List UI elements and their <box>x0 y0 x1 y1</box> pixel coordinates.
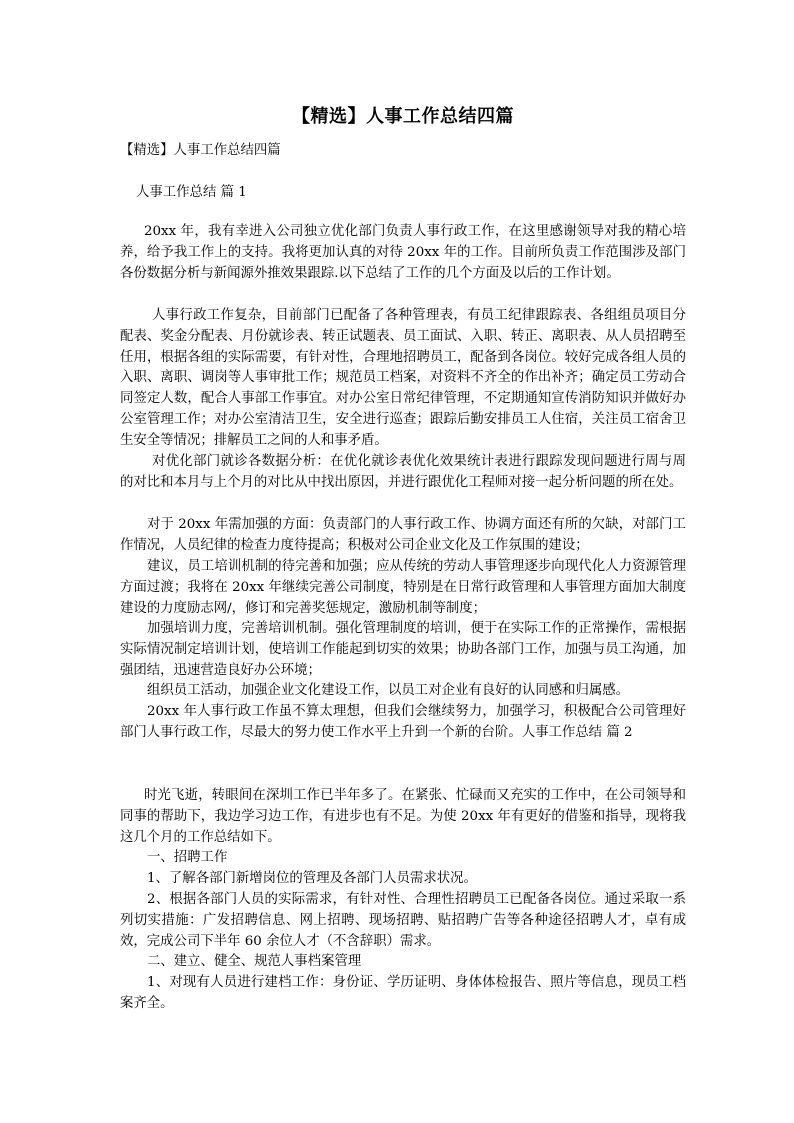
paragraph: 对于 20xx 年需加强的方面：负责部门的人事行政工作、协调方面还有所的欠缺，对部门工作情况，人员纪律的检查力度待提高；积极对公司企业文化及工作氛围的建设； <box>120 517 686 553</box>
document-page <box>120 0 686 1123</box>
section-heading: 人事工作总结 篇 1 <box>136 185 247 200</box>
paragraph: 一、招聘工作 <box>147 850 228 865</box>
document-title: 【精选】人事工作总结四篇 <box>292 106 514 127</box>
paragraph: 1、了解各部门新增岗位的管理及各部门人员需求状况。 <box>147 871 477 886</box>
document-subtitle: 【精选】人事工作总结四篇 <box>120 143 281 158</box>
paragraph: 20xx 年，我有幸进入公司独立优化部门负责人事行政工作，在这里感谢领导对我的精心培养，给予我工作上的支持。我将更加认真的对待 20xx 年的工作。目前所负责工作范围涉及部门各份数据分析与新闻源外推效果跟踪.以下总结了工作的几个方面及以后的工作计划。 <box>120 224 686 281</box>
paragraph: 时光飞逝，转眼间在深圳工作已半年多了。在紧张、忙碌而又充实的工作中，在公司领导和同事的帮助下，我边学习边工作，有进步也有不足。为使 20xx 年有更好的借鉴和指导，现将我这几个月的工作总结如下。 <box>120 788 686 845</box>
paragraph: 加强培训力度，完善培训机制。强化管理制度的培训，便于在实际工作的正常操作，需根据实际情况制定培训计划，使培训工作能起到切实的效果；协助各部门工作，加强与员工沟通，加强团结，迅速营造良好办公环境； <box>120 621 686 678</box>
paragraph: 对优化部门就诊各数据分析：在优化就诊表优化效果统计表进行跟踪发现问题进行周与周的对比和本月与上个月的对比从中找出原因，并进行跟优化工程师对接一起分析问题的所在处。 <box>120 454 686 490</box>
paragraph: 人事行政工作复杂，目前部门已配备了各种管理表，有员工纪律跟踪表、各组组员项目分配表、奖金分配表、月份就诊表、转正试题表、员工面试、入职、转正、离职表、从人员招聘至任用，根据各组的实际需要，有针对性，合理地招聘员工，配备到各岗位。较好完成各组人员的入职、离职、调岗等人事审批工作；规范员工档案，对资料不齐全的作出补齐；确定员工劳动合同签定人数，配合人事部工作事宜。对办公室日常纪律管理，不定期通知宣传消防知识并做好办公室管理工作；对办公室清洁卫生，安全进行巡查；跟踪后勤安排员工人住宿，关注员工宿舍卫生安全等情况；排解员工之间的人和事矛盾。 <box>120 308 686 448</box>
paragraph: 1、对现有人员进行建档工作：身份证、学历证明、身体体检报告、照片等信息，现员工档案齐全。 <box>120 975 686 1011</box>
paragraph: 2、根据各部门人员的实际需求，有针对性、合理性招聘员工已配备各岗位。通过采取一系列切实措施：广发招聘信息、网上招聘、现场招聘、贴招聘广告等各种途径招聘人才，卓有成效，完成公司下半年 60 余位人才（不含辞职）需求。 <box>120 892 686 949</box>
paragraph: 组织员工活动，加强企业文化建设工作，以员工对企业有良好的认同感和归属感。 <box>147 683 630 698</box>
paragraph: 建议，员工培训机制的待完善和加强；应从传统的劳动人事管理逐步向现代化人力资源管理方面过渡；我将在 20xx 年继续完善公司制度，特别是在日常行政管理和人事管理方面加大制度建设的力度励志网/，修订和完善奖惩规定，激励机制等制度； <box>120 559 686 616</box>
paragraph: 20xx 年人事行政工作虽不算太理想，但我们会继续努力，加强学习，积极配合公司管理好部门人事行政工作，尽最大的努力使工作水平上升到一个新的台阶。人事工作总结 篇 2 <box>120 704 686 740</box>
paragraph: 二、建立、健全、规范人事档案管理 <box>147 954 362 969</box>
